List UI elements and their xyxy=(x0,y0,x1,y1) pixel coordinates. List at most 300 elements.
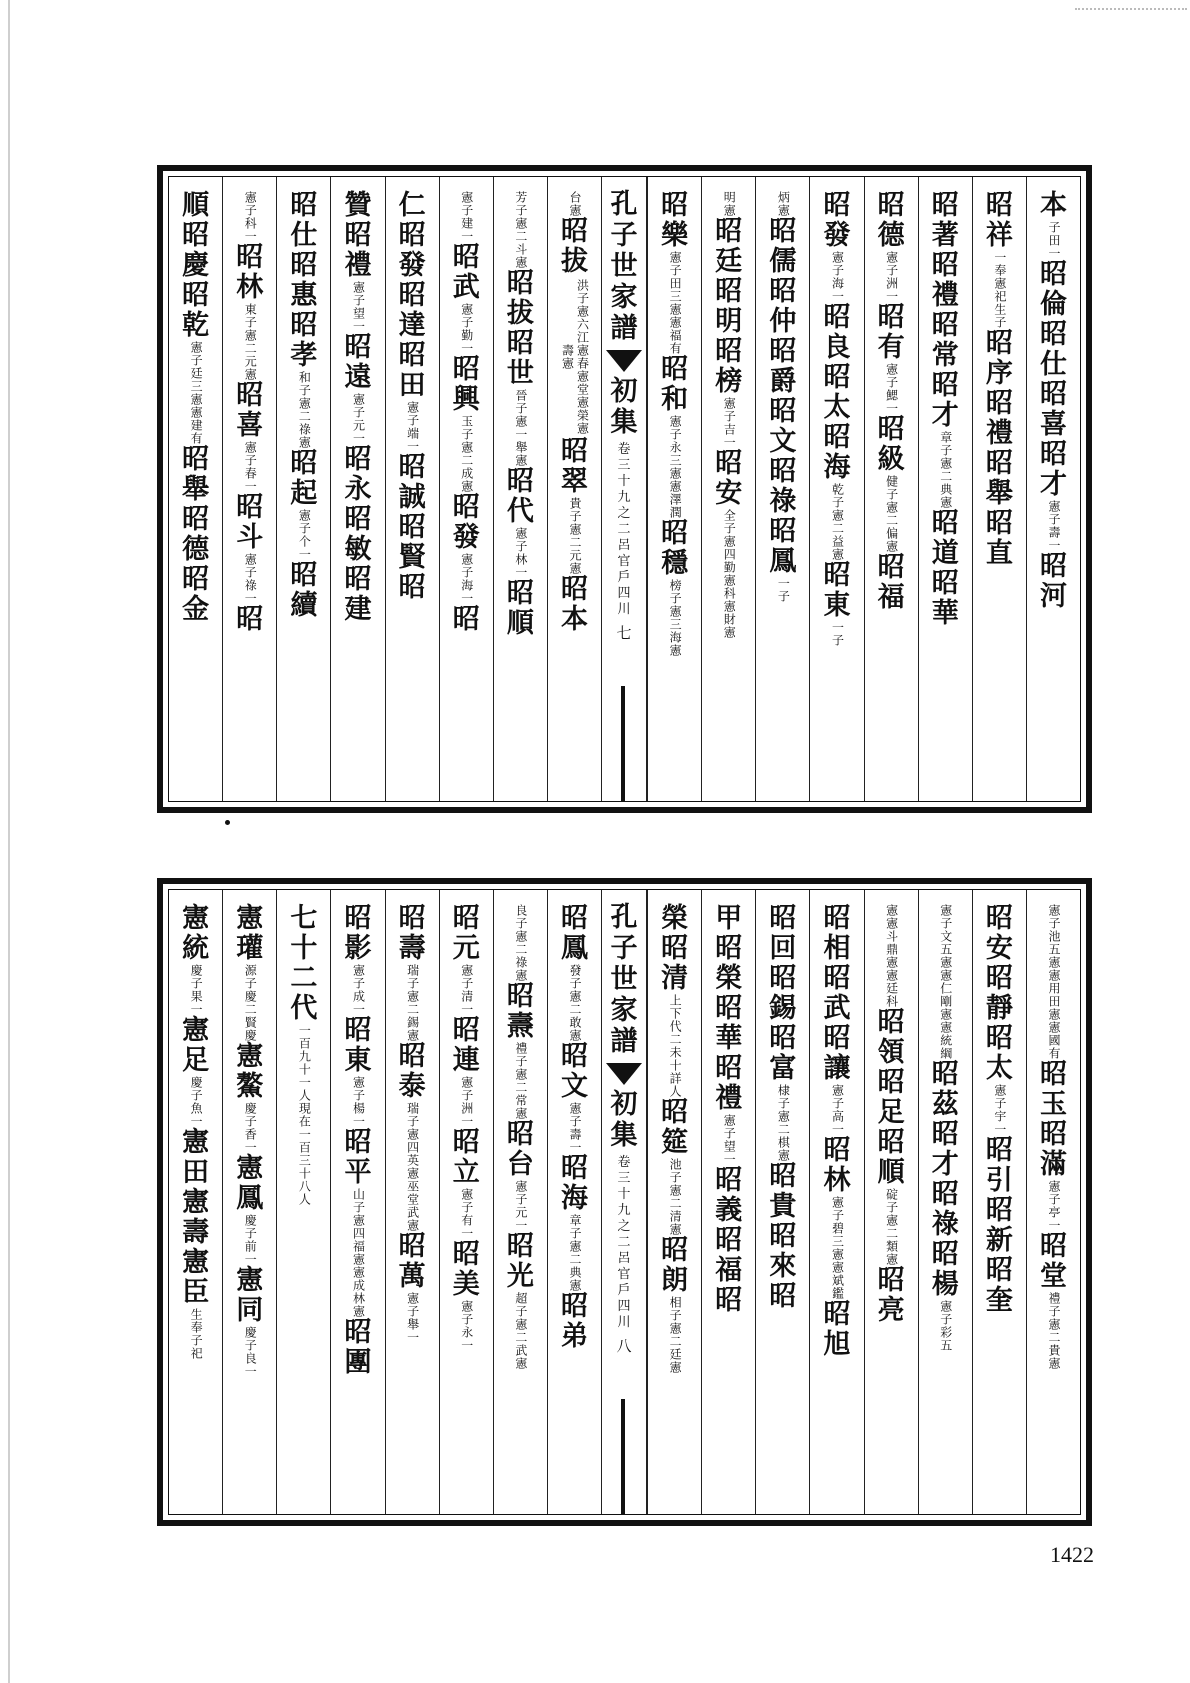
name-character: 壽 xyxy=(182,1217,210,1248)
name-character: 昭 xyxy=(823,302,851,333)
name-character: 榜 xyxy=(715,366,743,397)
title-character: 家 xyxy=(610,995,638,1026)
name-character: 昭 xyxy=(344,1127,372,1158)
name-character: 昭 xyxy=(715,448,743,479)
name-character: 統 xyxy=(182,933,210,964)
name-character: 太 xyxy=(823,392,851,423)
annotation-note: 憲子海一 xyxy=(459,553,474,605)
entry-column xyxy=(330,890,384,1514)
name-character: 舉 xyxy=(985,478,1013,509)
annotation-note: 芳子憲二斗憲 xyxy=(513,191,528,269)
name-character: 昭 xyxy=(715,1053,743,1084)
info-character: 呂 xyxy=(617,538,631,553)
annotation-note: 憲子个一 xyxy=(297,509,312,561)
name-character: 靜 xyxy=(985,993,1013,1024)
name-character: 昭 xyxy=(1039,551,1067,582)
name-character: 才 xyxy=(931,1149,959,1180)
name-character: 昭 xyxy=(452,604,480,635)
name-character: 錫 xyxy=(769,993,797,1024)
annotation-note: 憲子端一 xyxy=(405,401,420,453)
name-character: 燾 xyxy=(506,1011,534,1042)
annotation-note: 憲子洲一 xyxy=(884,251,899,303)
name-character: 來 xyxy=(769,1251,797,1282)
name-character: 海 xyxy=(560,1183,588,1214)
name-character: 福 xyxy=(877,582,905,613)
entry-column xyxy=(647,890,701,1514)
annotation-note: 憲子池五憲憲用田憲憲國有 xyxy=(1046,904,1061,1060)
name-character: 昭 xyxy=(398,1231,426,1262)
entry-column xyxy=(222,177,276,801)
name-character: 昭 xyxy=(985,508,1013,539)
name-character: 昭 xyxy=(1039,319,1067,350)
name-character: 昭 xyxy=(715,933,743,964)
annotation-note: 憲子科一 xyxy=(243,191,258,243)
name-character: 昭 xyxy=(769,396,797,427)
name-character: 喜 xyxy=(236,410,264,441)
name-character: 昭 xyxy=(182,220,210,251)
annotation-note: 憲子廷三憲憲建有 xyxy=(189,341,204,445)
name-character: 喜 xyxy=(1039,409,1067,440)
name-character: 昭 xyxy=(823,903,851,934)
entry-column xyxy=(439,890,493,1514)
name-character: 泰 xyxy=(398,1071,426,1102)
name-character: 昭 xyxy=(398,452,426,483)
name-character: 昭 xyxy=(506,578,534,609)
name-character: 常 xyxy=(931,340,959,371)
name-character: 昭 xyxy=(661,1097,689,1128)
name-character: 昭 xyxy=(877,1067,905,1098)
name-character: 昭 xyxy=(290,448,318,479)
name-character: 順 xyxy=(182,190,210,221)
name-character: 昭 xyxy=(560,574,588,605)
entry-column xyxy=(809,177,863,801)
name-character: 昭 xyxy=(182,444,210,475)
name-character: 昭 xyxy=(985,448,1013,479)
scan-edge-line xyxy=(8,0,10,1683)
name-character: 武 xyxy=(823,993,851,1024)
upper-columns xyxy=(168,176,1081,802)
name-character: 憲 xyxy=(182,1187,210,1218)
name-character: 河 xyxy=(1039,581,1067,612)
name-character: 發 xyxy=(398,250,426,281)
entry-column xyxy=(972,890,1026,1514)
name-character: 昭 xyxy=(398,340,426,371)
name-character: 安 xyxy=(985,933,1013,964)
name-character: 昭 xyxy=(661,518,689,549)
title-character: 世 xyxy=(610,964,638,995)
name-character: 鳳 xyxy=(236,1183,264,1214)
name-character: 建 xyxy=(344,594,372,625)
name-character: 太 xyxy=(985,1053,1013,1084)
name-character: 昭 xyxy=(560,1041,588,1072)
name-character: 憲 xyxy=(236,1265,264,1296)
name-character: 新 xyxy=(985,1225,1013,1256)
annotation-note: 一子 xyxy=(830,621,845,647)
name-character: 昭 xyxy=(715,216,743,247)
entry-column xyxy=(755,177,809,801)
name-character: 憲 xyxy=(236,1041,264,1072)
name-character: 堂 xyxy=(1039,1261,1067,1292)
annotation-note: 章子憲二典憲 xyxy=(938,431,953,509)
annotation-note: 碇子憲二類憲 xyxy=(884,1188,899,1266)
name-character: 華 xyxy=(715,1023,743,1054)
annotation-note: 一子 xyxy=(776,577,791,603)
name-character: 貴 xyxy=(769,1191,797,1222)
title-character: 孔 xyxy=(610,902,638,933)
name-character: 平 xyxy=(344,1157,372,1188)
entry-column xyxy=(918,890,972,1514)
name-character: 遠 xyxy=(344,362,372,393)
name-character: 憲 xyxy=(182,1247,210,1278)
name-character: 良 xyxy=(823,332,851,363)
entry-column xyxy=(169,177,222,801)
name-character: 才 xyxy=(931,400,959,431)
annotation-note: 源子慶二賢慶 xyxy=(243,964,258,1042)
annotation-note: 慶子果一 xyxy=(189,964,204,1016)
book-title xyxy=(611,189,638,344)
entry-column xyxy=(439,177,493,801)
name-character: 文 xyxy=(769,426,797,457)
page-number: 1422 xyxy=(1050,1542,1094,1567)
name-character: 讓 xyxy=(823,1053,851,1084)
annotation-note: 憲子春一 xyxy=(243,441,258,493)
annotation-note: 憲子洲一 xyxy=(459,1076,474,1128)
annotation-note: 全子憲四勤憲科憲財憲 xyxy=(722,509,737,639)
name-character: 序 xyxy=(985,358,1013,389)
annotation-note: 和子憲二祿憲 xyxy=(297,371,312,449)
annotation-note: 憲子祿一 xyxy=(243,553,258,605)
name-character: 昭 xyxy=(769,1221,797,1252)
info-character: 官 xyxy=(617,554,631,569)
entry-column xyxy=(972,177,1026,801)
name-character: 昭 xyxy=(823,560,851,591)
name-character: 憲 xyxy=(182,903,210,934)
name-character: 弟 xyxy=(560,1321,588,1352)
annotation-note: 瑞子憲二錫憲 xyxy=(405,964,420,1042)
name-character: 昭 xyxy=(769,1281,797,1312)
info-character: 川 xyxy=(617,602,631,617)
name-character: 安 xyxy=(715,478,743,509)
name-character: 同 xyxy=(236,1295,264,1326)
name-character: 贊 xyxy=(344,190,372,221)
annotation-note: 憲子碧三憲憲斌鑑 xyxy=(830,1196,845,1300)
entry-column xyxy=(701,177,755,801)
volume-label xyxy=(611,376,638,438)
name-character: 昭 xyxy=(1039,439,1067,470)
annotation-note: 炳憲 xyxy=(776,191,791,217)
name-character: 影 xyxy=(344,933,372,964)
info-character: 之 xyxy=(617,506,631,521)
title-character: 譜 xyxy=(610,1026,638,1057)
annotation-note: 慶子魚一 xyxy=(189,1076,204,1128)
name-character: 仕 xyxy=(1039,349,1067,380)
name-character: 武 xyxy=(452,272,480,303)
annotation-note: 憲子田三憲憲福有 xyxy=(668,251,683,355)
name-character: 發 xyxy=(452,522,480,553)
name-character: 昭 xyxy=(290,560,318,591)
name-character: 領 xyxy=(877,1037,905,1068)
volume-character: 集 xyxy=(610,407,638,438)
name-character: 鳳 xyxy=(560,933,588,964)
entry-column xyxy=(809,890,863,1514)
name-character: 昭 xyxy=(344,332,372,363)
name-character: 級 xyxy=(877,444,905,475)
info-character: 四 xyxy=(617,586,631,601)
annotation-note: 現在一百三十八人 xyxy=(297,1102,312,1206)
entry-column xyxy=(222,890,276,1514)
name-character: 禮 xyxy=(931,280,959,311)
annotation-note: 瑞子憲四英憲巫堂武憲 xyxy=(405,1102,420,1232)
name-character: 昭 xyxy=(769,276,797,307)
name-character: 祿 xyxy=(931,1209,959,1240)
annotation-note: 憲子成一 xyxy=(351,964,366,1016)
entry-column xyxy=(864,177,918,801)
name-character: 昭 xyxy=(715,1285,743,1316)
annotation-note: 慶子香一 xyxy=(243,1102,258,1154)
name-character: 昭 xyxy=(344,220,372,251)
name-character: 朗 xyxy=(661,1265,689,1296)
name-character: 昭 xyxy=(560,903,588,934)
annotation-note: 憲子永三憲憲澤潤 xyxy=(668,415,683,519)
name-character: 昭 xyxy=(398,572,426,603)
name-character: 直 xyxy=(985,538,1013,569)
name-character: 立 xyxy=(452,1157,480,1188)
name-character: 昭 xyxy=(823,362,851,393)
name-character: 昭 xyxy=(236,492,264,523)
name-character: 達 xyxy=(398,310,426,341)
name-character: 昭 xyxy=(506,466,534,497)
name-character: 昭 xyxy=(715,336,743,367)
name-character: 元 xyxy=(452,933,480,964)
name-character: 昭 xyxy=(290,250,318,281)
name-character: 連 xyxy=(452,1045,480,1076)
entry-column xyxy=(547,890,601,1514)
name-character: 亮 xyxy=(877,1295,905,1326)
name-character: 昭 xyxy=(661,1235,689,1266)
title-character: 子 xyxy=(610,220,638,251)
name-character: 富 xyxy=(769,1053,797,1084)
annotation-note: 山子憲四福憲憲成林憲 xyxy=(351,1188,366,1318)
name-character: 昭 xyxy=(236,242,264,273)
spine-rule xyxy=(621,1399,625,1514)
volume-label xyxy=(611,1089,638,1151)
name-character: 昭 xyxy=(985,1023,1013,1054)
name-character: 瓘 xyxy=(236,933,264,964)
name-character: 七 xyxy=(290,903,318,934)
name-character: 清 xyxy=(661,963,689,994)
name-character: 昭 xyxy=(452,1127,480,1158)
name-character: 昭 xyxy=(985,190,1013,221)
entry-column xyxy=(918,177,972,801)
name-character: 賢 xyxy=(398,542,426,573)
name-character: 昭 xyxy=(182,504,210,535)
annotation-note: 上下代二未十詳人 xyxy=(668,994,683,1098)
name-character: 美 xyxy=(452,1269,480,1300)
name-character: 鰲 xyxy=(236,1071,264,1102)
name-character: 仲 xyxy=(769,306,797,337)
name-character: 昭 xyxy=(769,516,797,547)
name-character: 足 xyxy=(877,1097,905,1128)
name-character: 昭 xyxy=(452,492,480,523)
name-character: 昭 xyxy=(769,1161,797,1192)
annotation-note: 禮子憲二貴憲 xyxy=(1046,1292,1061,1370)
name-character: 昭 xyxy=(344,564,372,595)
name-character: 昭 xyxy=(1039,1119,1067,1150)
name-character: 引 xyxy=(985,1165,1013,1196)
name-character: 昭 xyxy=(506,1119,534,1150)
name-character: 禮 xyxy=(985,418,1013,449)
annotation-note: 憲子楊一 xyxy=(351,1076,366,1128)
name-character: 明 xyxy=(715,306,743,337)
genealogy-page-upper xyxy=(157,165,1092,813)
name-character: 福 xyxy=(715,1255,743,1286)
name-character: 拔 xyxy=(506,298,534,329)
name-character: 壽 xyxy=(398,933,426,964)
name-character: 昭 xyxy=(1039,259,1067,290)
name-character: 鳳 xyxy=(769,546,797,577)
title-character: 世 xyxy=(610,251,638,282)
name-character: 昭 xyxy=(877,1127,905,1158)
genealogy-page-lower xyxy=(157,878,1092,1526)
annotation-note: 憲子高一 xyxy=(830,1084,845,1136)
title-character: 孔 xyxy=(610,189,638,220)
name-character: 昭 xyxy=(931,1059,959,1090)
book-spine-column xyxy=(601,177,647,801)
entry-column xyxy=(1026,890,1080,1514)
annotation-note: 健子憲二偏憲 xyxy=(884,475,899,553)
name-character: 海 xyxy=(823,452,851,483)
name-character: 昭 xyxy=(398,220,426,251)
name-character: 昭 xyxy=(236,604,264,635)
name-character: 斗 xyxy=(236,522,264,553)
name-character: 昭 xyxy=(506,1231,534,1262)
name-character: 昭 xyxy=(877,552,905,583)
info-character: 卷 xyxy=(617,442,631,457)
name-character: 祥 xyxy=(985,220,1013,251)
annotation-note: 憲憲斗鼎憲憲廷科 xyxy=(884,904,899,1008)
name-character: 昭 xyxy=(1039,1059,1067,1090)
name-character: 茲 xyxy=(931,1089,959,1120)
name-character: 本 xyxy=(560,604,588,635)
annotation-note: 憲子建一 xyxy=(459,191,474,243)
info-character: 戶 xyxy=(617,1283,631,1298)
annotation-note: 慶子前一 xyxy=(243,1214,258,1266)
name-character: 昭 xyxy=(344,1015,372,1046)
annotation-note: 超子憲二武憲 xyxy=(513,1292,528,1370)
info-character: 十 xyxy=(617,474,631,489)
book-title xyxy=(611,902,638,1057)
annotation-note: 洪子憲六江憲春憲堂憲榮憲壽憲 xyxy=(560,279,590,435)
name-character: 昭 xyxy=(931,370,959,401)
annotation-note: 憲子勤一 xyxy=(459,303,474,355)
name-character: 敏 xyxy=(344,534,372,565)
name-character: 憲 xyxy=(182,1127,210,1158)
name-character: 昭 xyxy=(398,512,426,543)
info-character: 十 xyxy=(617,1187,631,1202)
entry-column xyxy=(385,890,439,1514)
name-character: 誠 xyxy=(398,482,426,513)
info-character: 九 xyxy=(617,1203,631,1218)
name-character: 順 xyxy=(877,1157,905,1188)
name-character: 祿 xyxy=(769,486,797,517)
name-character: 昭 xyxy=(769,336,797,367)
volume-character: 初 xyxy=(610,376,638,407)
name-character: 和 xyxy=(661,384,689,415)
name-character: 昭 xyxy=(877,190,905,221)
name-character: 孝 xyxy=(290,340,318,371)
annotation-note: 子田一 xyxy=(1046,221,1061,260)
name-character: 翠 xyxy=(560,466,588,497)
name-character: 昭 xyxy=(560,436,588,467)
name-character: 光 xyxy=(506,1261,534,1292)
name-character: 昭 xyxy=(715,276,743,307)
annotation-note: 憲子永一 xyxy=(459,1300,474,1352)
chapter-info xyxy=(617,1155,630,1331)
scan-top-mark xyxy=(1075,8,1187,13)
annotation-note: 慶子良一 xyxy=(243,1326,258,1378)
name-character: 昭 xyxy=(398,280,426,311)
name-character: 昭 xyxy=(931,1179,959,1210)
annotation-note: 憲子望一 xyxy=(722,1114,737,1166)
name-character: 代 xyxy=(506,496,534,527)
name-character: 穩 xyxy=(661,548,689,579)
annotation-note: 東子憲二元憲 xyxy=(243,303,258,381)
fishtail-mark-icon xyxy=(606,1063,642,1085)
name-character: 昭 xyxy=(769,456,797,487)
name-character: 萬 xyxy=(398,1261,426,1292)
name-character: 義 xyxy=(715,1195,743,1226)
annotation-note: 禮子憲二常憲 xyxy=(513,1042,528,1120)
name-character: 華 xyxy=(931,598,959,629)
name-character: 續 xyxy=(290,590,318,621)
annotation-note: 晉子憲一舉憲 xyxy=(513,389,528,467)
annotation-note: 台憲 xyxy=(567,191,582,217)
name-character: 樂 xyxy=(661,220,689,251)
name-character: 昭 xyxy=(931,568,959,599)
entry-column xyxy=(276,890,330,1514)
name-character: 昭 xyxy=(823,1135,851,1166)
annotation-note: 乾子憲二益憲 xyxy=(830,483,845,561)
name-character: 禮 xyxy=(715,1083,743,1114)
name-character: 金 xyxy=(182,594,210,625)
title-character: 子 xyxy=(610,933,638,964)
name-character: 台 xyxy=(506,1149,534,1180)
name-character: 德 xyxy=(877,220,905,251)
name-character: 足 xyxy=(182,1045,210,1076)
entry-column xyxy=(547,177,601,801)
name-character: 昭 xyxy=(985,328,1013,359)
name-character: 儒 xyxy=(769,246,797,277)
name-character: 林 xyxy=(823,1165,851,1196)
name-character: 昭 xyxy=(398,1041,426,1072)
name-character: 發 xyxy=(823,220,851,251)
name-character: 昭 xyxy=(452,242,480,273)
annotation-note: 憲子亭一 xyxy=(1046,1180,1061,1232)
annotation-note: 貴子憲二元憲 xyxy=(567,497,582,575)
info-character: 三 xyxy=(617,1171,631,1186)
name-character: 昭 xyxy=(344,504,372,535)
annotation-note: 憲子林一 xyxy=(513,527,528,579)
name-character: 昭 xyxy=(182,280,210,311)
name-character: 乾 xyxy=(182,310,210,341)
info-character: 二 xyxy=(617,1235,631,1250)
name-character: 興 xyxy=(452,384,480,415)
name-character: 昭 xyxy=(877,1265,905,1296)
name-character: 昭 xyxy=(715,1165,743,1196)
annotation-note: 相子憲二廷憲 xyxy=(668,1296,683,1374)
name-character: 仁 xyxy=(398,190,426,221)
name-character: 昭 xyxy=(452,354,480,385)
